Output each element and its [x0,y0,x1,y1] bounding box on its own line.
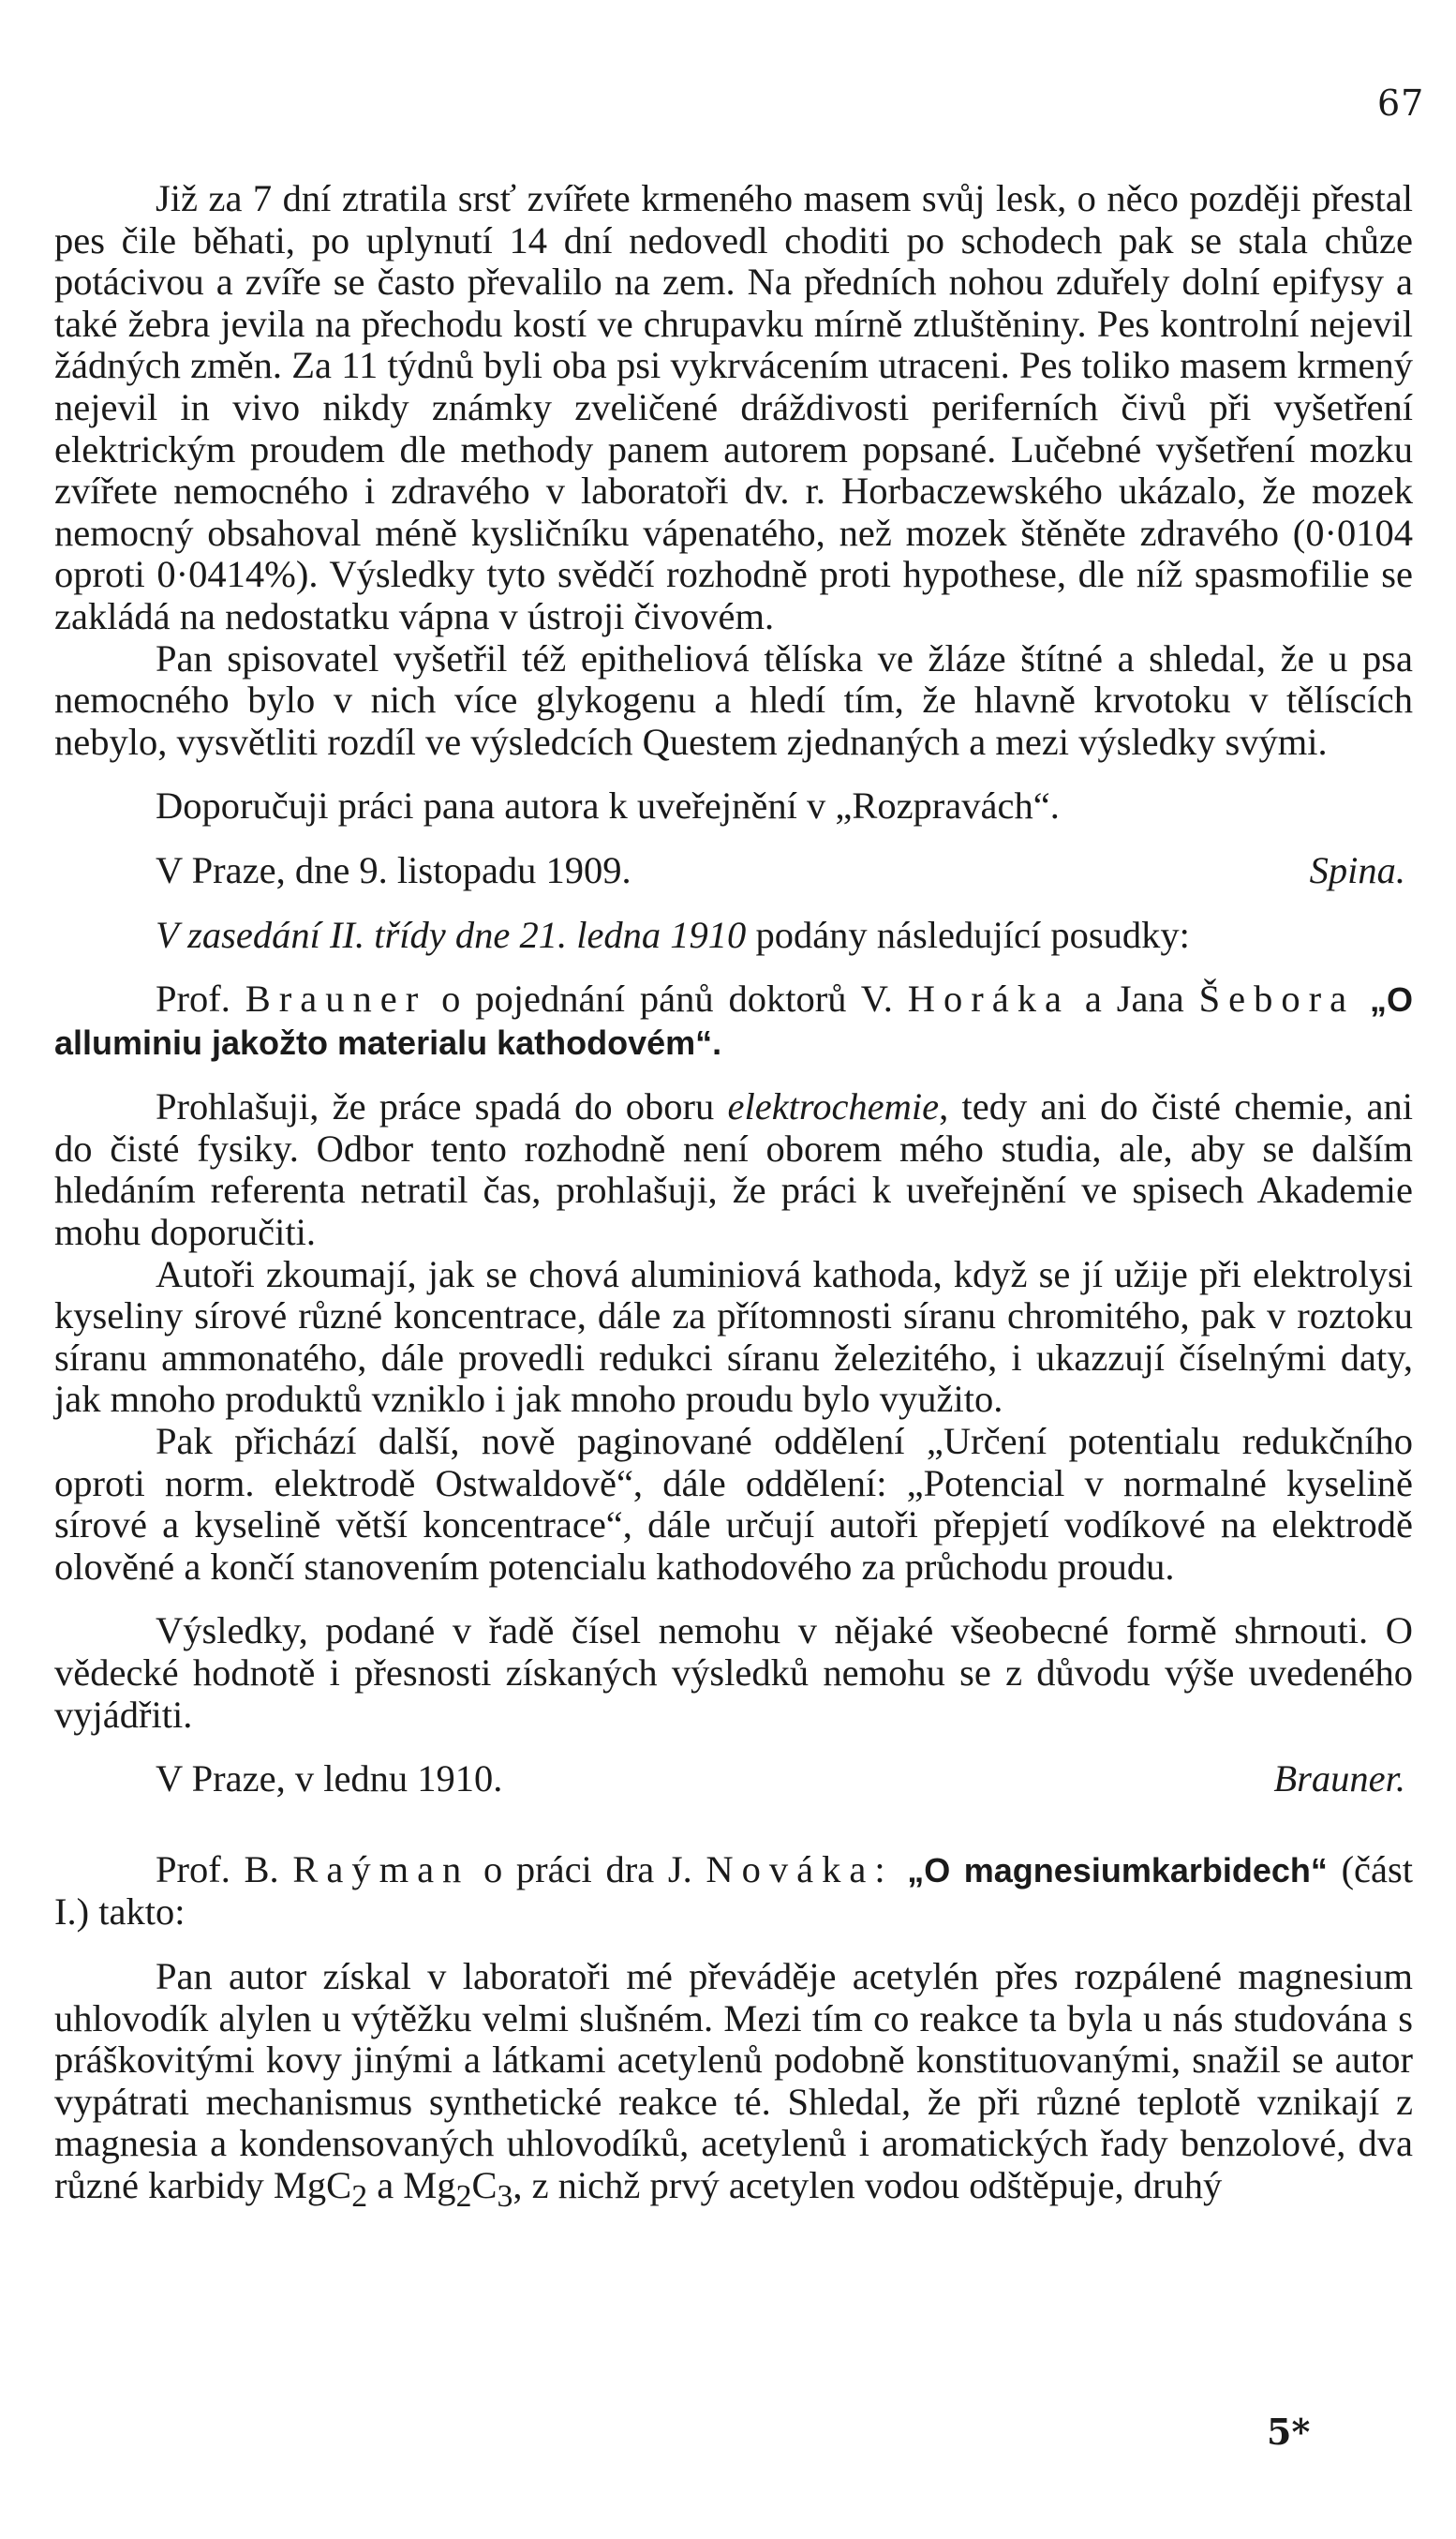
place-date: V Praze, v lednu 1910. [156,1757,503,1800]
body-text [54,178,1413,2218]
author-name: Šebora [1198,978,1356,1021]
formula: MgC$_2$ [273,2163,368,2215]
paragraph: Prohlašuji, že práce spadá do oboru elektrochemie, tedy ani do čisté chemie, ani do čisté fysiky. Odbor tento rozhodně není oborem mého studia, ale, aby se dalším hledáním referenta netratil čas, prohlašuji, že práci k uveřejnění ve spisech Akademie mohu doporučiti. [54,1085,1413,1254]
paragraph: Výsledky, podané v řadě čísel nemohu v nějaké všeobecné formě shrnouti. O vědecké hodnotě i přesnosti získaných výsledků nemohu se z důvodu výše uvedeného vyjádřiti. [54,1609,1413,1736]
page-number: 67 [1377,82,1425,124]
signature-line [54,850,1413,892]
place-date: V Praze, dne 9. listopadu 1909. [156,848,631,891]
paragraph: Pan spisovatel vyšetřil též epitheliová tělíska ve žláze štítné a shledal, že u psa nemocného bylo v nich více glykogenu a hledí tím, že hlavně krvotoku v tělíscích nebylo, vysvětliti rozdíl ve výsledcích Questem zjednaných a mezi výsledky svými. [54,636,1413,763]
session-text: podány následující posudky: [755,913,1190,956]
review-intro: Prof. B. Raýman o práci dra J. Nováka: „O magnesiumkarbidech“ (část I.) takto: [54,1847,1414,1934]
work-title: „O alluminiu jakožto materialu kathodovém“. [54,980,1413,1062]
signature: Spina. [1309,848,1405,891]
session-date: V zasedání II. třídy dne 21. ledna 1910 [156,913,747,956]
session-heading [54,915,1413,957]
author-name: Nováka: [706,1847,894,1890]
work-title: „O magnesiumkarbidech“ [907,1850,1328,1889]
paragraph: Doporučuji práci pana autora k uveřejnění v „Rozpravách“. [156,784,1060,828]
paragraph: Pan autor získal v laboratoři mé převáděje acetylén přes rozpálené magnesium uhlovodík alylen u výtěžku velmi slušném. Mezi tím co reakce ta byla u nás studována s práškovitými kovy jinými a látkami acetylenů podobně konstituovanými, snažil se autor vypátrati mechanismus synthetické reakce té. Shledal, že při různé teplotě vznikají z magnesia a kondensovaných uhlovodíků, acetylenů i aromatických řady benzolové, dva různé karbidy MgC$_2$ a $Mg_2C_3$, z nichž prvý acetylen vodou odštěpuje, druhý [54,1954,1413,2215]
signature: Brauner. [1273,1757,1405,1800]
signature-line [54,1758,1413,1800]
reviewer-name: Brauner [245,978,427,1021]
formula: $Mg_2C_3$ [403,2163,513,2215]
emphasis: elektrochemie [727,1085,940,1128]
paragraph: Již za 7 dní ztratila srsť zvířete krmeného masem svůj lesk, o něco později přestal pes čile běhati, po uplynutí 14 dní nedovedl choditi po schodech pak se stala chůze potácivou a zvíře se často převalilo na zem. Na předních nohou zduřely dolní epifysy a také žebra jevila na přechodu kostí ve chrupavku mírně ztluštěniny. Pes kontrolní nejevil žádných změn. Za 11 týdnů byli oba psi vykrvácením utraceni. Pes toliko masem krmený nejevil in vivo nikdy známky zveličené dráždivosti periferních čivů při vyšetření elektrickým proudem dle methody panem autorem popsané. Lučebné vyšetření mozku zvířete nemocného i zdravého v laboratoři dv. r. Horbaczewského ukázalo, že mozek nemocný obsahoval méně kysličníku vápenatého, než mozek štěněte zdravého (0·0104 oproti 0·0414%). Výsledky tyto svědčí rozhodně proti hypothese, dle níž spasmofilie se zakládá na nedostatku vápna v ústroji čivovém. [54,177,1413,637]
paragraph: Autoři zkoumají, jak se chová aluminiová kathoda, když se jí užije při elektrolysi kyseliny sírové různé koncentrace, dále za přítomnosti síranu chromitého, pak v roztoku síranu ammonatého, dále provedli redukci síranu železitého, i ukazzují číselnými daty, jak mnoho produktů vzniklo i jak mnoho proudu bylo využito. [54,1252,1413,1421]
reviewer-name: Raýman [292,1847,470,1890]
signature-mark: 5* [1267,2411,1311,2453]
paragraph: Pak přichází další, nově paginované oddělení „Určení potentialu redukčního oproti norm. elektrodě Ostwaldově“, dále oddělení: „Potencial v normalné kyselině sírové a kyselině větší koncentrace“, dále určují autoři přepjetí vodíkové na elektrodě olověné a končí stanovením potencialu kathodového za průchodu proudu. [54,1420,1413,1588]
review-intro: Prof. Brauner o pojednání pánů doktorů V. Horáka a Jana Šebora „O alluminiu jakožto materialu kathodovém“. [54,978,1413,1062]
author-name: Horáka [907,978,1070,1021]
